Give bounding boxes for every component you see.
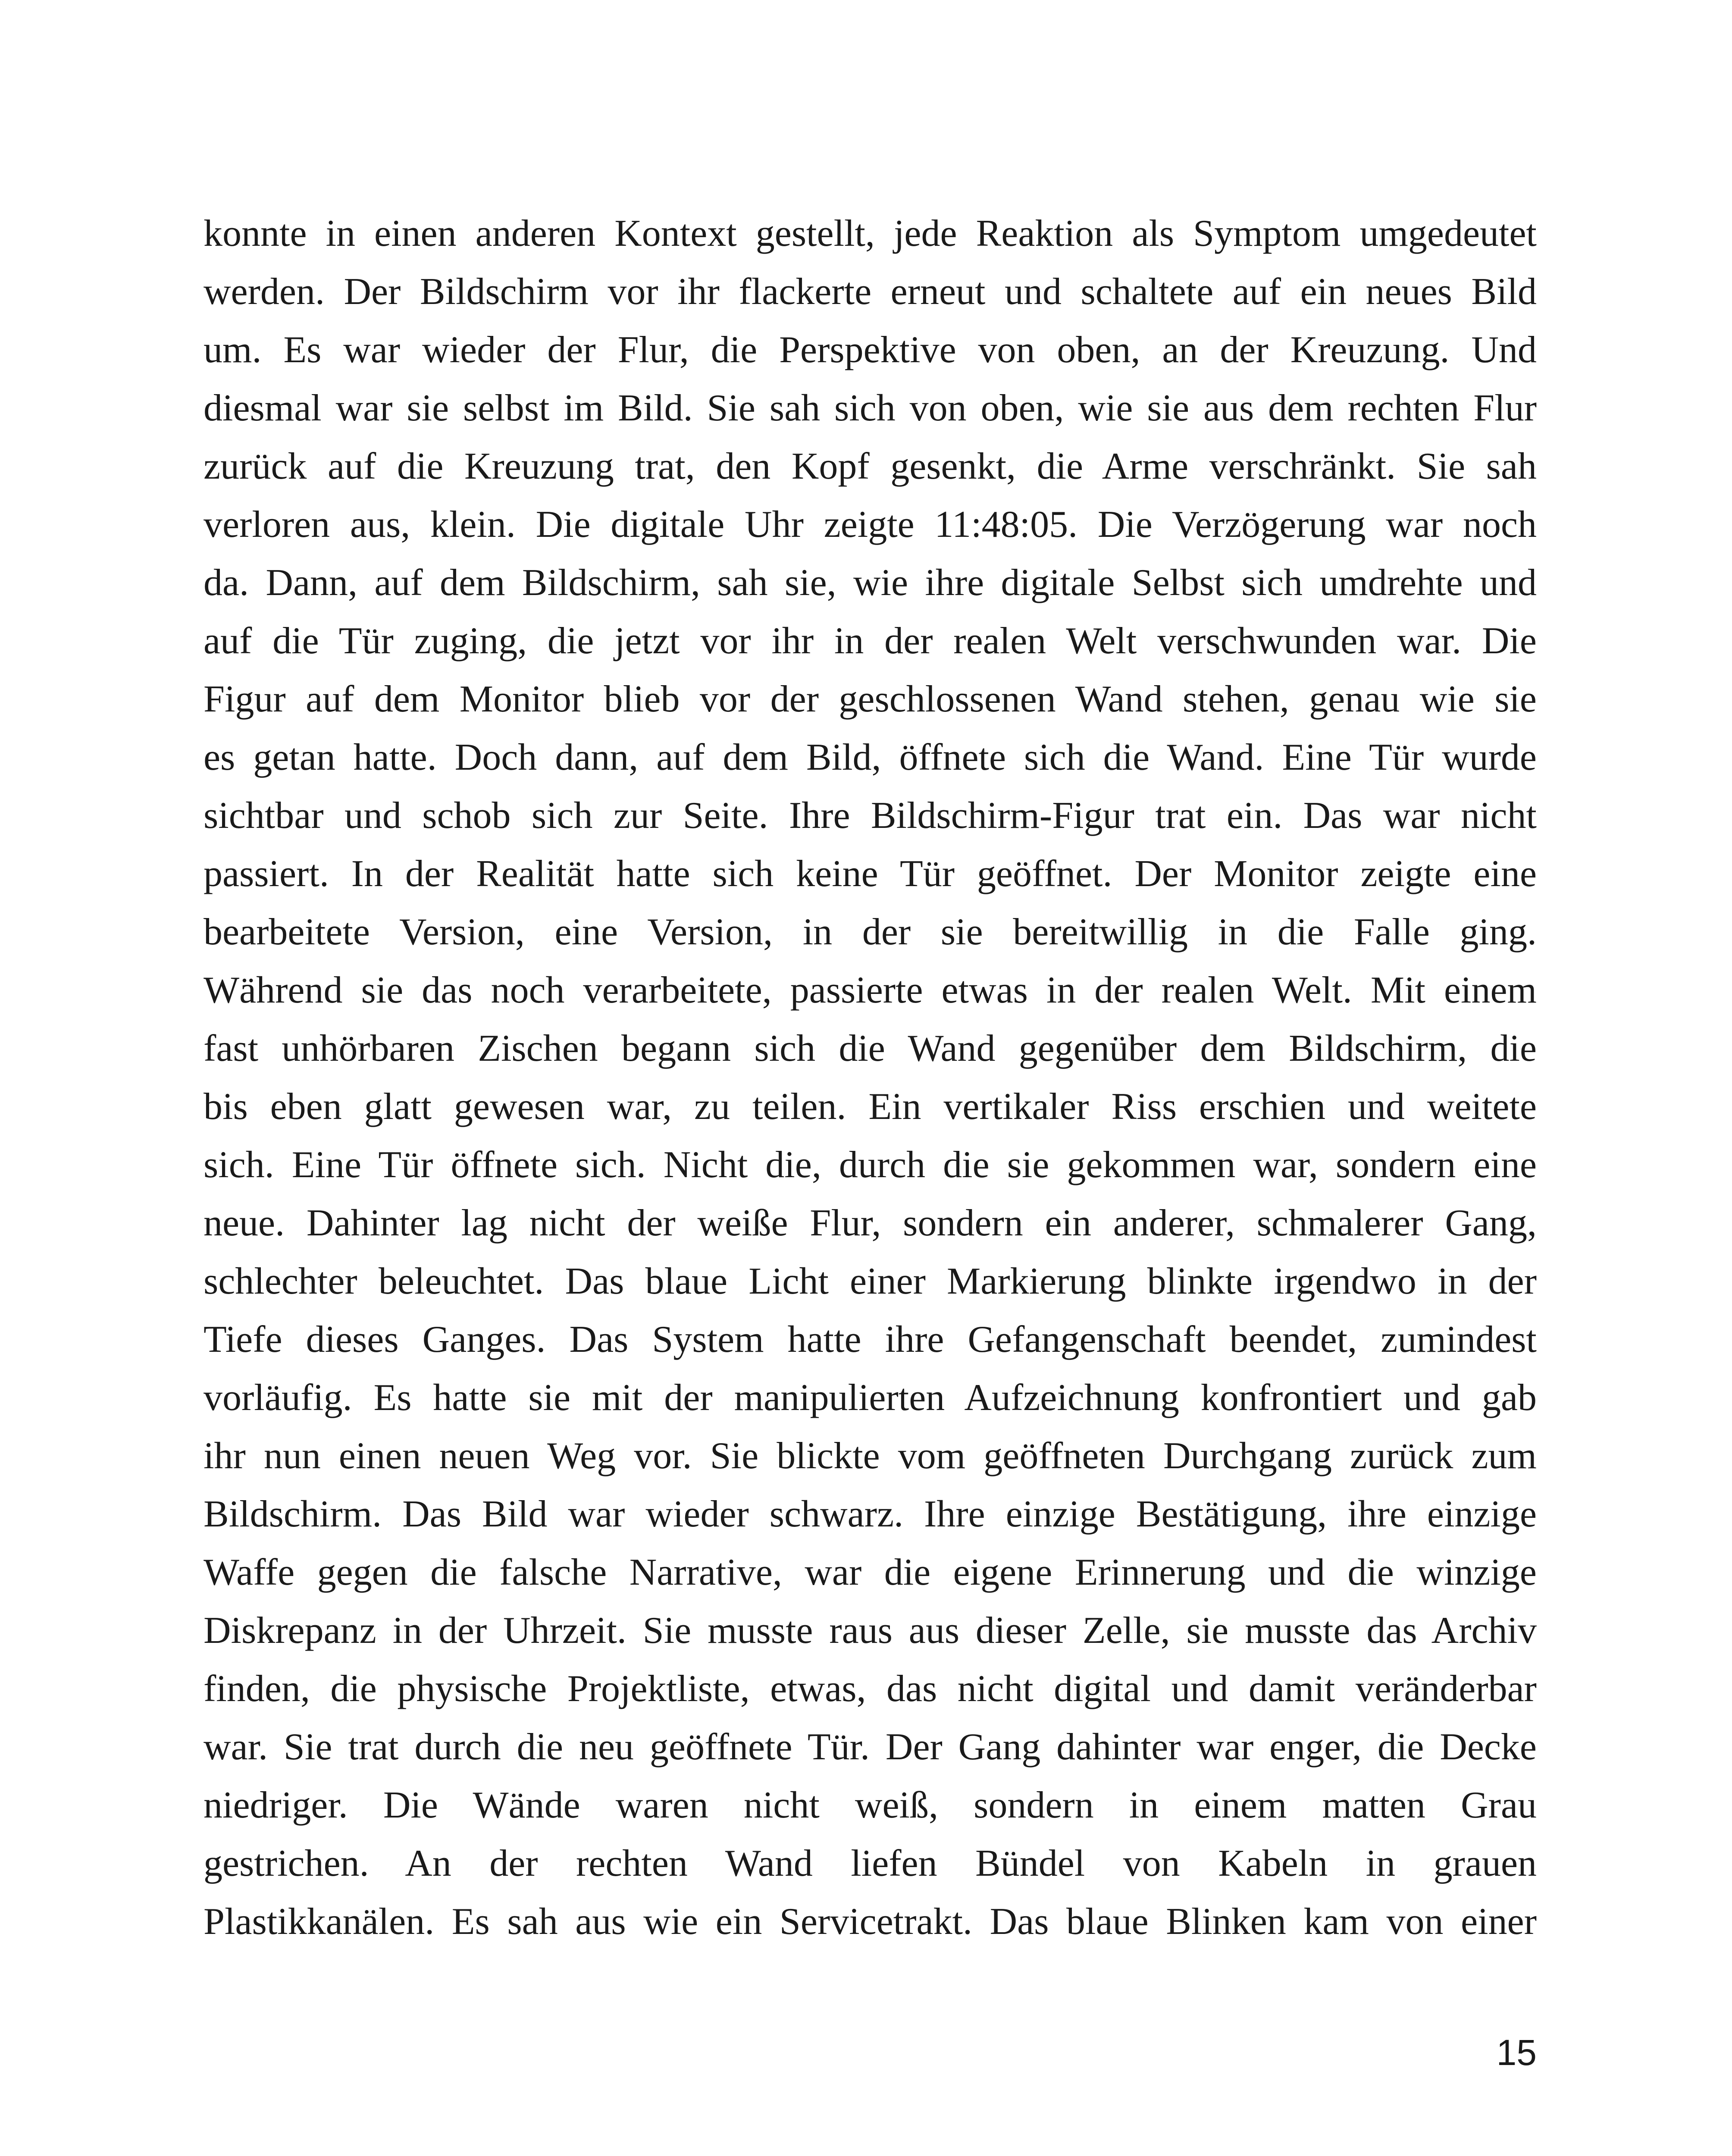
text-line: zurück auf die Kreuzung trat, den Kopf gesenkt, die Arme verschränkt. Sie sah xyxy=(204,445,1537,487)
text-line: Tiefe dieses Ganges. Das System hatte ihre Gefangenschaft beendet, zumindest xyxy=(204,1319,1537,1360)
text-line: Waffe gegen die falsche Narrative, war die eigene Erinnerung und die winzige xyxy=(204,1551,1537,1593)
text-line: Während sie das noch verarbeitete, passierte etwas in der realen Welt. Mit einem xyxy=(204,969,1537,1011)
text-line: um. Es war wieder der Flur, die Perspektive von oben, an der Kreuzung. Und xyxy=(204,329,1537,371)
text-line: war. Sie trat durch die neu geöffnete Tür. Der Gang dahinter war enger, die Decke xyxy=(204,1726,1537,1768)
text-line: bis eben glatt gewesen war, zu teilen. Ein vertikaler Riss erschien und weitete xyxy=(204,1086,1537,1128)
text-line: diesmal war sie selbst im Bild. Sie sah sich von oben, wie sie aus dem rechten Flur xyxy=(204,387,1537,429)
page-number: 15 xyxy=(1496,2032,1537,2073)
text-line: auf die Tür zuging, die jetzt vor ihr in der realen Welt verschwunden war. Die xyxy=(204,620,1537,662)
text-line: Plastikkanälen. Es sah aus wie ein Servicetrakt. Das blaue Blinken kam von einer xyxy=(204,1901,1537,1943)
text-line: neue. Dahinter lag nicht der weiße Flur, sondern ein anderer, schmalerer Gang, xyxy=(204,1202,1537,1244)
text-line: werden. Der Bildschirm vor ihr flackerte erneut und schaltete auf ein neues Bild xyxy=(204,271,1537,313)
text-line: da. Dann, auf dem Bildschirm, sah sie, wie ihre digitale Selbst sich umdrehte und xyxy=(204,562,1537,604)
text-line: Figur auf dem Monitor blieb vor der geschlossenen Wand stehen, genau wie sie xyxy=(204,678,1537,720)
text-line: sichtbar und schob sich zur Seite. Ihre Bildschirm-Figur trat ein. Das war nicht xyxy=(204,795,1537,837)
text-line: niedriger. Die Wände waren nicht weiß, sondern in einem matten Grau xyxy=(204,1784,1537,1826)
text-line: passiert. In der Realität hatte sich keine Tür geöffnet. Der Monitor zeigte eine xyxy=(204,853,1537,895)
text-line: fast unhörbaren Zischen begann sich die Wand gegenüber dem Bildschirm, die xyxy=(204,1028,1537,1069)
text-line: gestrichen. An der rechten Wand liefen Bündel von Kabeln in grauen xyxy=(204,1843,1537,1884)
text-line: sich. Eine Tür öffnete sich. Nicht die, durch die sie gekommen war, sondern eine xyxy=(204,1144,1537,1186)
text-line: verloren aus, klein. Die digitale Uhr zeigte 11:48:05. Die Verzögerung war noch xyxy=(204,504,1537,545)
text-line: bearbeitete Version, eine Version, in der sie bereitwillig in die Falle ging. xyxy=(204,911,1537,953)
text-line: es getan hatte. Doch dann, auf dem Bild, öffnete sich die Wand. Eine Tür wurde xyxy=(204,736,1537,778)
text-line: konnte in einen anderen Kontext gestellt, jede Reaktion als Symptom umgedeutet xyxy=(204,213,1537,254)
text-line: vorläufig. Es hatte sie mit der manipulierten Aufzeichnung konfrontiert und gab xyxy=(204,1377,1537,1419)
text-line: Bildschirm. Das Bild war wieder schwarz. Ihre einzige Bestätigung, ihre einzige xyxy=(204,1493,1537,1535)
text-line: ihr nun einen neuen Weg vor. Sie blickte vom geöffneten Durchgang zurück zum xyxy=(204,1435,1537,1477)
text-line: finden, die physische Projektliste, etwas, das nicht digital und damit veränderbar xyxy=(204,1668,1537,1710)
body-text xyxy=(204,204,1537,1951)
text-line: Diskrepanz in der Uhrzeit. Sie musste raus aus dieser Zelle, sie musste das Archiv xyxy=(204,1610,1537,1651)
text-line: schlechter beleuchtet. Das blaue Licht einer Markierung blinkte irgendwo in der xyxy=(204,1260,1537,1302)
